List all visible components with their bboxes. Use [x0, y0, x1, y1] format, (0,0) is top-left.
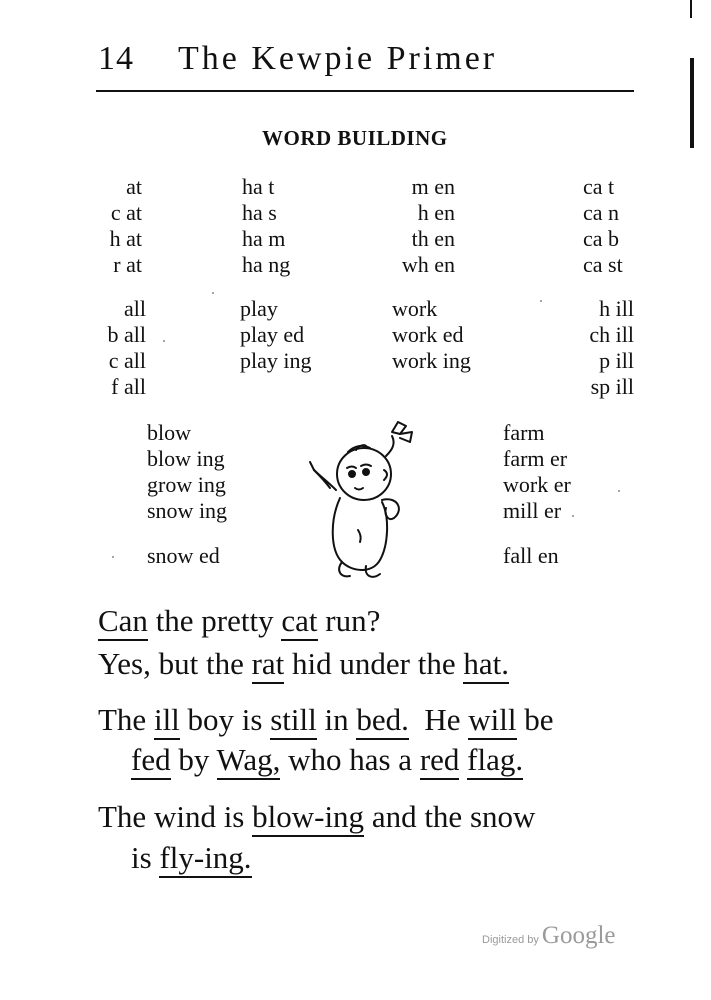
word-list-item: ha s — [242, 200, 277, 225]
underlined-word: will — [468, 702, 516, 740]
reading-sentence — [98, 603, 380, 639]
scan-speck — [540, 300, 542, 302]
scan-speck — [212, 292, 214, 294]
word-list-item: ca st — [583, 252, 623, 277]
scan-speck — [572, 515, 574, 517]
kewpie-figure-icon — [300, 410, 430, 585]
underlined-word: ill — [154, 702, 180, 740]
sentence-text — [459, 742, 467, 777]
word-list-item: th en — [411, 226, 455, 251]
word-list-item: grow ing — [147, 472, 226, 497]
underlined-word: Can — [98, 603, 148, 641]
word-list-item: farm — [503, 420, 545, 445]
sentence-text: The — [98, 702, 154, 737]
underlined-word: cat — [281, 603, 317, 641]
sentence-text: He — [408, 702, 469, 737]
word-list-item: wh en — [401, 252, 455, 277]
digitization-credit — [482, 922, 616, 950]
word-list-item: m en — [411, 174, 455, 199]
word-list-item: work ed — [392, 322, 464, 347]
underlined-word: bed. — [356, 702, 409, 740]
scan-speck — [618, 490, 620, 492]
underlined-word: fed — [131, 742, 171, 780]
word-list-item: b all — [107, 322, 146, 347]
reading-sentence — [98, 702, 554, 738]
reading-sentence — [131, 742, 523, 778]
word-list-item: snow ed — [147, 543, 220, 568]
sentence-text: the pretty — [147, 603, 282, 638]
sentence-text: who has a — [280, 742, 420, 777]
word-list-item: blow — [147, 420, 191, 445]
word-list-item: fall en — [503, 543, 559, 568]
word-list-item: ca n — [583, 200, 620, 225]
word-list-item: h ill — [599, 296, 634, 321]
word-list-item: h en — [417, 200, 455, 225]
edge-scan-mark — [690, 0, 692, 18]
sentence-text: boy is — [179, 702, 271, 737]
sentence-text: Yes, but the — [98, 646, 252, 681]
word-list-item: c all — [108, 348, 146, 373]
sentence-text: The wind is — [98, 799, 253, 834]
underlined-word: rat — [252, 646, 285, 684]
word-list-item: ch ill — [589, 322, 634, 347]
word-list-item: h at — [109, 226, 142, 251]
page-number: 14 — [98, 40, 134, 77]
underlined-word: flag. — [467, 742, 523, 780]
header-rule — [96, 90, 634, 92]
word-list-item: play — [240, 296, 278, 321]
word-list-item: work — [392, 296, 438, 321]
word-list-item: ha t — [242, 174, 275, 199]
word-list-item: sp ill — [590, 374, 634, 399]
credit-prefix: Digitized by — [482, 934, 542, 946]
section-title: WORD BUILDING — [262, 126, 448, 150]
word-list-item: p ill — [599, 348, 634, 373]
word-list-item: blow ing — [147, 446, 225, 471]
word-list-item: f all — [111, 374, 146, 399]
word-list-item: c at — [110, 200, 142, 225]
edge-scan-mark — [690, 58, 694, 148]
sentence-text: hid under the — [284, 646, 464, 681]
word-list-item: play ed — [240, 322, 305, 347]
word-list-item: ha ng — [242, 252, 291, 277]
scan-speck — [163, 340, 165, 342]
word-list-item: all — [124, 296, 146, 321]
page-header-title: The Kewpie Primer — [178, 40, 498, 77]
word-list-item: mill er — [503, 498, 562, 523]
underlined-word: hat. — [463, 646, 509, 684]
underlined-word: fly-ing. — [159, 840, 251, 878]
underlined-word: blow-ing — [252, 799, 364, 837]
reading-sentence — [131, 840, 252, 876]
sentence-text: run? — [317, 603, 381, 638]
sentence-text: and the snow — [364, 799, 536, 834]
word-list-item: ha m — [242, 226, 286, 251]
word-list-item: r at — [113, 252, 142, 277]
underlined-word: still — [270, 702, 317, 740]
reading-sentence — [98, 799, 535, 835]
sentence-text: is — [131, 840, 160, 875]
credit-brand: Google — [541, 922, 616, 949]
reading-sentence — [98, 646, 509, 682]
sentence-text: in — [316, 702, 357, 737]
sentence-text: be — [516, 702, 554, 737]
scan-speck — [112, 556, 114, 558]
word-list-item: ca b — [583, 226, 620, 251]
word-list-item: snow ing — [147, 498, 228, 523]
word-list-item: farm er — [503, 446, 568, 471]
sentence-text: by — [170, 742, 217, 777]
word-list-item: play ing — [240, 348, 312, 373]
word-list-item: work ing — [392, 348, 471, 373]
word-list-item: work er — [503, 472, 571, 497]
word-list-item: at — [126, 174, 142, 199]
word-list-item: ca t — [583, 174, 615, 199]
underlined-word: Wag, — [217, 742, 281, 780]
underlined-word: red — [420, 742, 460, 780]
